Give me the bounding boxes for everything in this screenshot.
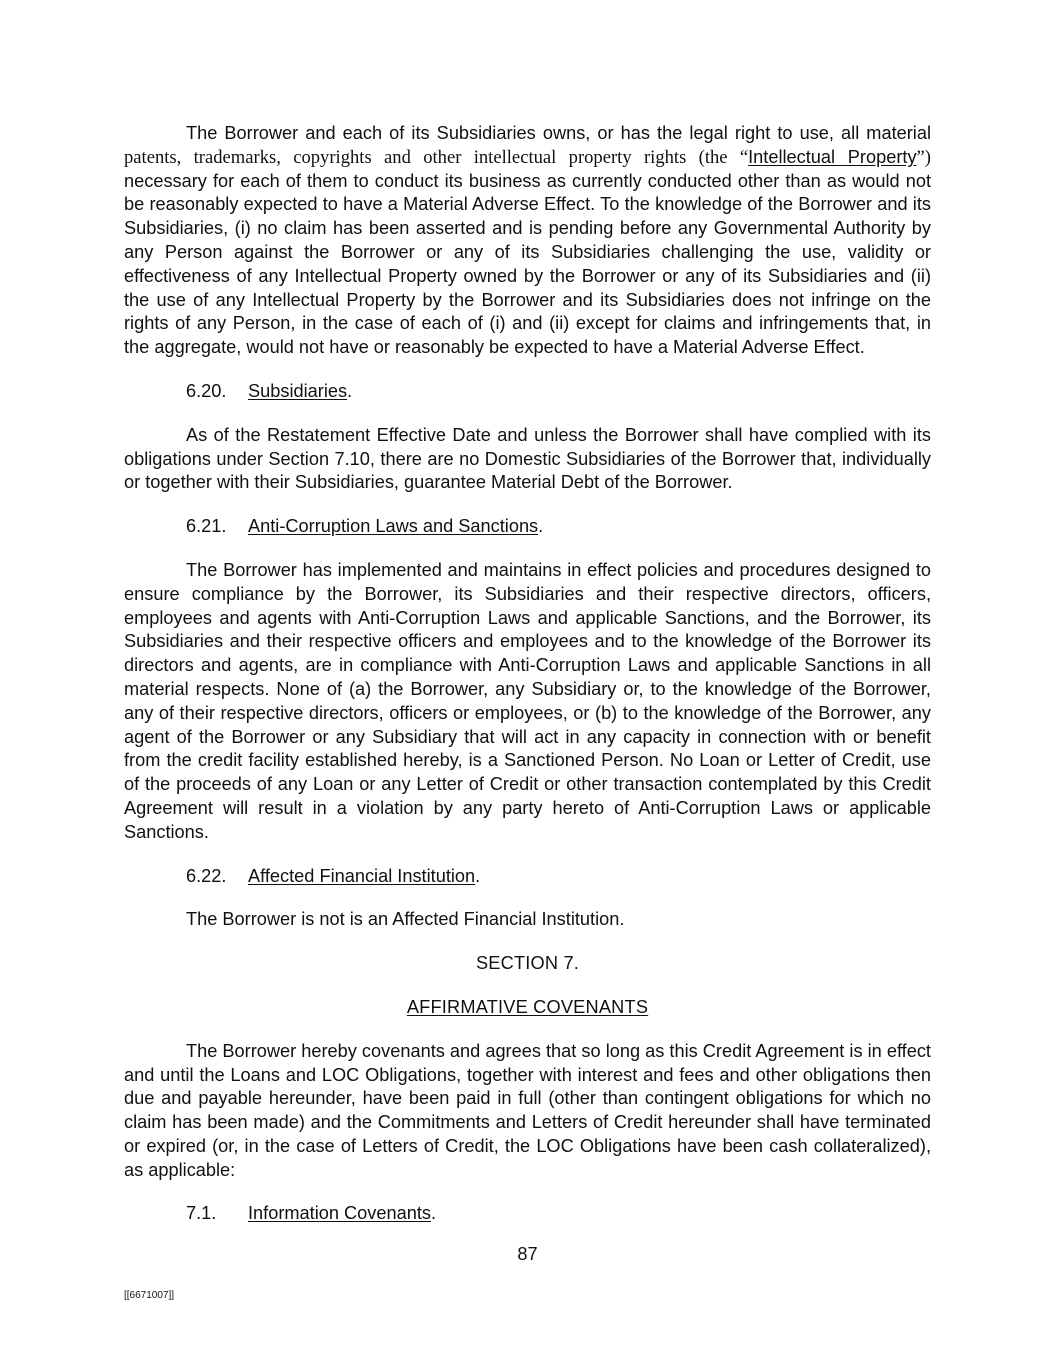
paragraph-text: The Borrower and each of its Subsidiaries owns, or has the legal right to use, all material <box>186 123 931 143</box>
defined-term: Intellectual Property <box>748 146 917 167</box>
section-7-title: AFFIRMATIVE COVENANTS <box>406 996 649 1017</box>
document-id: [[6671007]] <box>124 1290 175 1301</box>
section-number: 6.21. <box>186 516 227 537</box>
section-title-period: . <box>538 516 544 537</box>
section-heading-6-21 <box>186 515 931 539</box>
defined-term-close: ”) <box>916 146 931 168</box>
paragraph-affected-financial-institution: The Borrower is not is an Affected Financial Institution. <box>186 909 625 930</box>
section-title-period: . <box>431 1203 437 1224</box>
paragraph-anti-corruption: The Borrower has implemented and maintains in effect policies and procedures designed to ensure compliance by the Borrower, its Subsidiaries and their respective directors, officers, employees and agents with Anti-Corruption Laws and applicable Sanctions, and the Borrower, its Subsidiaries and their respective officers and employees and to the knowledge of the Borrower its directors and agents, are in compliance with Anti-Corruption Laws and applicable Sanctions in all material respects. None of (a) the Borrower, any Subsidiary or, to the knowledge of the Borrower, any of their respective directors, officers or employees, or (b) to the knowledge of the Borrower, any agent of the Borrower or any Subsidiary that will act in any capacity in connection with or benefit from the credit facility established hereby, is a Sanctioned Person. No Loan or Letter of Credit, use of the proceeds of any Loan or any Letter of Credit or other transaction contemplated by this Credit Agreement will result in a violation by any party hereto of Anti-Corruption Laws or applicable Sanctions. <box>124 559 931 842</box>
document-body <box>124 122 931 1246</box>
section-7-title-wrap <box>124 996 931 1020</box>
section-title: Anti-Corruption Laws and Sanctions <box>248 516 539 537</box>
page-number: 87 <box>517 1244 538 1264</box>
section-number: 6.22. <box>186 865 227 886</box>
paragraph-subsidiaries: As of the Restatement Effective Date and unless the Borrower shall have complied with its obligations under Section 7.10, there are no Domestic Subsidiaries of the Borrower that, individually or together with their Subsidiaries, guarantee Material Debt of the Borrower. <box>124 424 931 493</box>
section-number: 7.1. <box>186 1203 217 1224</box>
section-title: Subsidiaries <box>248 380 348 401</box>
section-7-label: SECTION 7. <box>475 953 580 974</box>
section-heading-6-20 <box>186 380 931 404</box>
paragraph-affirmative-covenants: The Borrower hereby covenants and agrees that so long as this Credit Agreement is in effect and until the Loans and LOC Obligations, together with interest and fees and other obligations then due and payable hereunder, have been paid in full (other than contingent obligations for which no claim has been made) and the Commitments and Letters of Credit hereunder shall have terminated or expired (or, in the case of Letters of Credit, the LOC Obligations have been cash collateralized), as applicable: <box>124 1040 931 1180</box>
paragraph-text-serif: patents, trademarks, copyrights and other intellectual property rights (the “ <box>124 146 749 168</box>
section-heading-6-22 <box>186 865 931 889</box>
section-title-period: . <box>347 380 353 401</box>
section-title: Information Covenants <box>248 1203 431 1224</box>
section-heading-7-1 <box>186 1202 931 1226</box>
section-number: 6.20. <box>186 380 227 401</box>
section-title: Affected Financial Institution <box>248 865 476 886</box>
paragraph-intellectual-property <box>124 122 931 360</box>
section-title-period: . <box>475 865 481 886</box>
paragraph-text: necessary for each of them to conduct its business as currently conducted other than as would not be reasonably expected to have a Material Adverse Effect. To the knowledge of the Borrower and its Subsidiaries, (i) no claim has been asserted and is pending before any Governmental Authority by any Person against the Borrower or any of its Subsidiaries challenging the use, validity or effectiveness of any Intellectual Property owned by the Borrower or any of its Subsidiaries and (ii) the use of any Intellectual Property by the Borrower and its Subsidiaries does not infringe on the rights of any Person, in the case of each of (i) and (ii) except for claims and infringements that, in the aggregate, would not have or reasonably be expected to have a Material Adverse Effect. <box>124 170 931 358</box>
